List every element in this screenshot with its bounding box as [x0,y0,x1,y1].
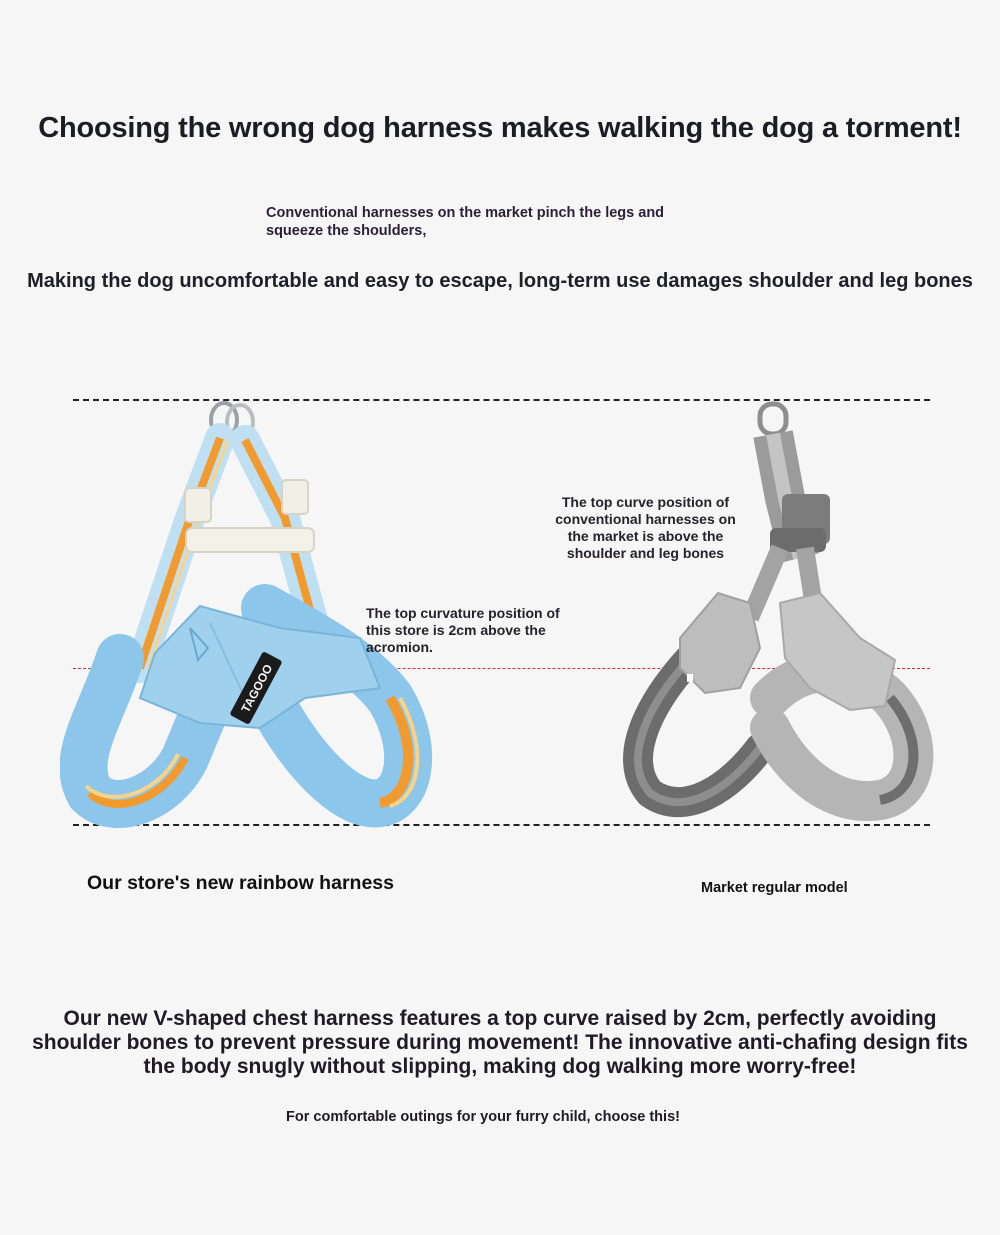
rainbow-harness-caption: Our store's new rainbow harness [87,872,394,894]
market-harness-image [610,398,940,828]
intro-line-2: Making the dog uncomfortable and easy to escape, long-term use damages shoulder and leg bones [27,270,973,292]
left-curve-note: The top curvature position of this store is 2cm above the acromion. [366,605,560,655]
intro-line-1: Conventional harnesses on the market pinch the legs and squeeze the shoulders, [266,205,665,239]
headline: Choosing the wrong dog harness makes walking the dog a torment! [38,112,962,144]
right-curve-note: The top curve position of conventional harnesses on the market is above the shoulder and leg bones [555,494,736,561]
summary-text: Our new V-shaped chest harness features a top curve raised by 2cm, perfectly avoiding shoulder bones to prevent pressure during movement! The innovative anti-chafing design fits the body snugly without slipping, making dog walking more worry-free! [32,1007,968,1078]
market-harness-caption: Market regular model [701,880,848,896]
brand-tag-text: TAGOOO [238,662,276,715]
closing-text: For comfortable outings for your furry child, choose this! [286,1109,680,1125]
